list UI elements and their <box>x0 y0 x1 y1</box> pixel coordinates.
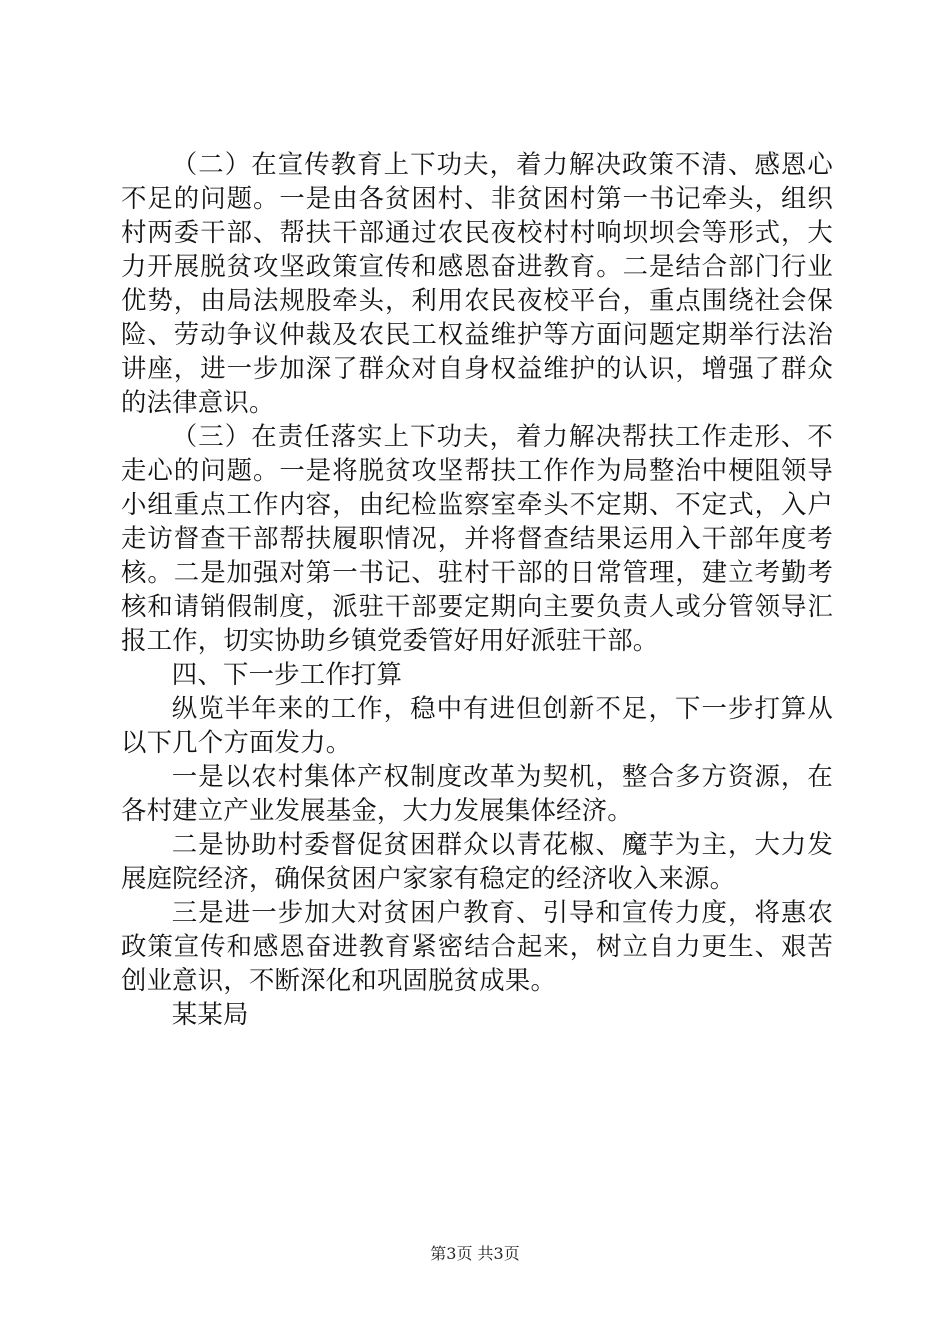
page-footer <box>0 1243 950 1265</box>
document-body <box>121 147 833 1031</box>
page-number: 第3页 共3页 <box>430 1244 520 1263</box>
paragraph-propaganda-education: （二）在宣传教育上下功夫，着力解决政策不清、感恩心不足的问题。一是由各贫困村、非贫困村第一书记牵头，组织村两委干部、帮扶干部通过农民夜校村村响坝坝会等形式，大力开展脱贫攻坚政策宣传和感恩奋进教育。二是结合部门行业优势，由局法规股牵头，利用农民夜校平台，重点围绕社会保险、劳动争议仲裁及农民工权益维护等方面问题定期举行法治讲座，进一步加深了群众对自身权益维护的认识，增强了群众的法律意识。 <box>121 149 833 417</box>
paragraph-overview: 纵览半年来的工作，稳中有进但创新不足，下一步打算从以下几个方面发力。 <box>121 693 833 757</box>
paragraph-plan-one: 一是以农村集体产权制度改革为契机，整合多方资源，在各村建立产业发展基金，大力发展集体经济。 <box>121 761 833 825</box>
signature-organization: 某某局 <box>171 999 249 1029</box>
section-heading-next-steps: 四、下一步工作打算 <box>171 659 403 689</box>
paragraph-plan-three: 三是进一步加大对贫困户教育、引导和宣传力度，将惠农政策宣传和感恩奋进教育紧密结合起来，树立自力更生、艰苦创业意识，不断深化和巩固脱贫成果。 <box>121 897 833 995</box>
paragraph-responsibility: （三）在责任落实上下功夫，着力解决帮扶工作走形、不走心的问题。一是将脱贫攻坚帮扶工作作为局整治中梗阻领导小组重点工作内容，由纪检监察室牵头不定期、不定式，入户走访督查干部帮扶履职情况，并将督查结果运用入干部年度考核。二是加强对第一书记、驻村干部的日常管理，建立考勤考核和请销假制度，派驻干部要定期向主要负责人或分管领导汇报工作，切实协助乡镇党委管好用好派驻干部。 <box>121 421 833 655</box>
paragraph-plan-two: 二是协助村委督促贫困群众以青花椒、魔芋为主，大力发展庭院经济，确保贫困户家家有稳定的经济收入来源。 <box>121 829 833 893</box>
